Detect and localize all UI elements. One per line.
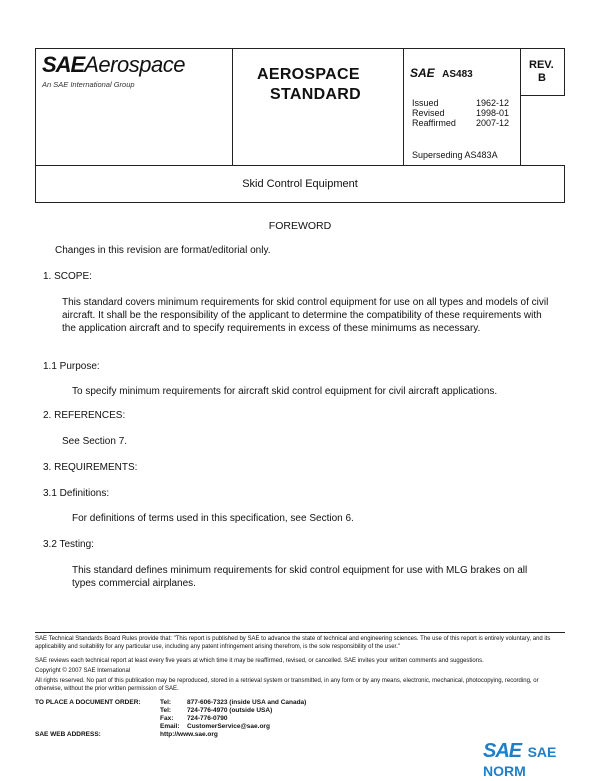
superseding-note: Superseding AS483A [412, 150, 498, 160]
section-3-heading: 3. REQUIREMENTS: [43, 462, 138, 473]
logo-tagline: An SAE International Group [42, 80, 135, 89]
sae-norm-stamp [483, 740, 600, 781]
section-1-text: This standard covers minimum requirements for skid control equipment for use on all types and models of civil aircraft. It shall be the responsibility of the applicant to determine the compatibility of these requirements with the application aircraft and to specify requirements in excess of these minimums as necessary. [62, 297, 549, 334]
web-link[interactable]: http://www.sae.org [160, 731, 218, 738]
stamp-brand: SAE [483, 740, 522, 762]
issued-label: Issued [412, 98, 439, 108]
fax-label: Fax: [160, 715, 174, 722]
doc-brand-logo: SAE [410, 66, 435, 80]
web-label: SAE WEB ADDRESS: [35, 731, 101, 738]
stamp-label: SAE NORM [483, 744, 557, 779]
tel2-value: 724-776-4970 (outside USA) [187, 707, 273, 714]
section-3-1-heading: 3.1 Definitions: [43, 488, 110, 499]
doc-number [410, 64, 473, 82]
order-label: TO PLACE A DOCUMENT ORDER: [35, 699, 141, 706]
foreword-text: Changes in this revision are format/editorial only. [55, 245, 271, 256]
reaffirmed-value: 2007-12 [476, 118, 510, 128]
fax-value: 724-776-0790 [187, 715, 228, 722]
tel2-label: Tel: [160, 707, 172, 714]
doc-number-text: AS483 [442, 69, 473, 80]
section-3-2-heading: 3.2 Testing: [43, 539, 94, 550]
rev-label: REV. [529, 59, 554, 71]
email-link[interactable]: CustomerService@sae.org [187, 723, 270, 730]
rev-value: B [538, 72, 546, 84]
section-1-heading: 1. SCOPE: [43, 271, 92, 282]
issued-value: 1962-12 [476, 98, 510, 108]
section-2-text: See Section 7. [62, 436, 128, 447]
reaffirmed-label: Reaffirmed [412, 118, 456, 128]
revised-value: 1998-01 [476, 108, 510, 118]
tel-value: 877-606-7323 (inside USA and Canada) [187, 699, 307, 706]
revised-label: Revised [412, 108, 445, 118]
logo-brand: SAE [42, 52, 85, 77]
logo-product: Aerospace [84, 52, 185, 77]
sae-aerospace-logo [42, 52, 185, 78]
section-2-heading: 2. REFERENCES: [43, 410, 126, 421]
footer-copyright: Copyright © 2007 SAE International [35, 668, 131, 674]
section-3-2-text: This standard defines minimum requirements for skid control equipment for use with MLG brakes on all types commercial airplanes. [72, 565, 528, 589]
page-title-line2: STANDARD [270, 86, 361, 103]
document-title: Skid Control Equipment [242, 178, 358, 190]
section-3-1-text: For definitions of terms used in this specification, see Section 6. [72, 513, 354, 524]
foreword-heading: FOREWORD [268, 220, 332, 232]
section-1-1-text: To specify minimum requirements for aircraft skid control equipment for civil aircraft applications. [72, 386, 498, 397]
footer-review-text: SAE reviews each technical report at least every five years at which time it may be reaffirmed, revised, or cancelled. SAE invites your written comments and suggestions. [35, 658, 484, 664]
footer-rules-text: SAE Technical Standards Board Rules provide that: "This report is published by SAE to advance the state of technical and engineering sciences. The use of this report is entirely voluntary, and its applicability and suitability for any particular use, including any patent infringement arising therefrom, is the sole responsibility of the user." [35, 636, 551, 650]
email-label: Email: [160, 723, 180, 730]
footer-divider [35, 632, 565, 633]
section-1-1-heading: 1.1 Purpose: [43, 361, 100, 372]
page-title-line1: AEROSPACE [257, 66, 360, 83]
footer-rights-text: All rights reserved. No part of this publication may be reproduced, stored in a retrieval system or transmitted, in any form or by any means, electronic, mechanical, photocopying, recording, or otherwise, without the prior written permission of SAE. [35, 678, 539, 692]
tel-label: Tel: [160, 699, 172, 706]
